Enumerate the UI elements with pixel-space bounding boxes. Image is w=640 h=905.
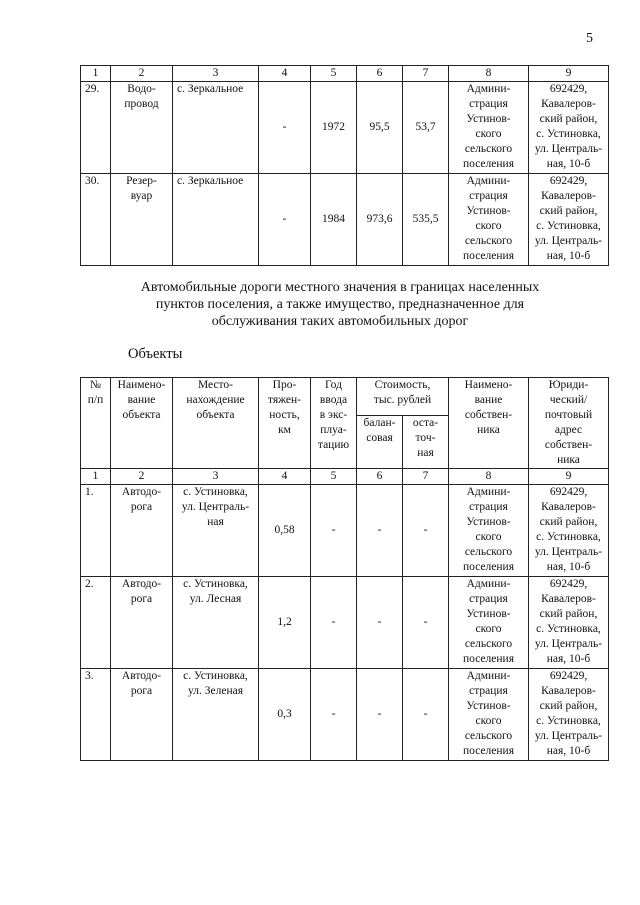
owner-name: Админи- страция Устинов- ского сельского поселения	[449, 669, 529, 761]
balance-cost: -	[357, 669, 403, 761]
owner-name: Админи- страция Устинов- ского сельского поселения	[449, 485, 529, 577]
owner-address: 692429, Кавалеров- ский район, с. Устиновка, ул. Централь- ная, 10-б	[529, 577, 609, 669]
page-number: 5	[586, 31, 593, 46]
column-number: 2	[111, 66, 173, 82]
residual-cost: -	[403, 669, 449, 761]
column-number: 1	[81, 469, 111, 485]
header-name: Наимено- вание объекта	[111, 378, 173, 469]
table-row	[81, 577, 609, 669]
header-address: Юриди- ческий/ почтовый адрес собствен- ника	[529, 378, 609, 469]
residual-cost: -	[403, 485, 449, 577]
commission-year: 1984	[311, 174, 357, 266]
column-number: 6	[357, 66, 403, 82]
column-number-row	[81, 66, 609, 82]
column-number: 5	[311, 469, 357, 485]
row-number: 3.	[81, 669, 111, 761]
column-number: 7	[403, 66, 449, 82]
row-number: 30.	[81, 174, 111, 266]
balance-cost: 973,6	[357, 174, 403, 266]
object-length: -	[259, 82, 311, 174]
column-number: 4	[259, 66, 311, 82]
object-name: Автодо- рога	[111, 669, 173, 761]
column-number: 1	[81, 66, 111, 82]
owner-name: Админи- страция Устинов- ского сельского поселения	[449, 82, 529, 174]
commission-year: -	[311, 577, 357, 669]
object-location: с. Устиновка, ул. Лесная	[173, 577, 259, 669]
object-location: с. Устиновка, ул. Централь- ная	[173, 485, 259, 577]
column-number: 5	[311, 66, 357, 82]
commission-year: -	[311, 485, 357, 577]
header-length: Про- тяжен- ность, км	[259, 378, 311, 469]
objects-label: Объекты	[128, 346, 183, 362]
object-name: Автодо- рога	[111, 577, 173, 669]
table-row	[81, 669, 609, 761]
owner-address: 692429, Кавалеров- ский район, с. Устиновка, ул. Централь- ная, 10-б	[529, 669, 609, 761]
water-objects-table	[80, 65, 609, 266]
column-number: 9	[529, 66, 609, 82]
object-length: -	[259, 174, 311, 266]
row-number: 29.	[81, 82, 111, 174]
residual-cost: 535,5	[403, 174, 449, 266]
column-number: 3	[173, 66, 259, 82]
residual-cost: 53,7	[403, 82, 449, 174]
column-number-row	[81, 469, 609, 485]
table-row	[81, 485, 609, 577]
commission-year: 1972	[311, 82, 357, 174]
object-name: Резер- вуар	[111, 174, 173, 266]
table-row	[81, 174, 609, 266]
column-number: 4	[259, 469, 311, 485]
object-location: с. Зеркальное	[173, 174, 259, 266]
column-number: 2	[111, 469, 173, 485]
header-cost: Стоимость, тыс. рублей	[357, 378, 449, 416]
table-row	[81, 82, 609, 174]
column-number: 3	[173, 469, 259, 485]
header-owner: Наимено- вание собствен- ника	[449, 378, 529, 469]
commission-year: -	[311, 669, 357, 761]
object-location: с. Устиновка, ул. Зеленая	[173, 669, 259, 761]
header-row	[81, 378, 609, 416]
row-number: 2.	[81, 577, 111, 669]
owner-name: Админи- страция Устинов- ского сельского поселения	[449, 174, 529, 266]
header-residual: оста- точ- ная	[403, 416, 449, 469]
header-year: Год ввода в экс- плуа- тацию	[311, 378, 357, 469]
balance-cost: -	[357, 577, 403, 669]
object-name: Автодо- рога	[111, 485, 173, 577]
header-num: № п/п	[81, 378, 111, 469]
owner-name: Админи- страция Устинов- ского сельского поселения	[449, 577, 529, 669]
object-location: с. Зеркальное	[173, 82, 259, 174]
object-name: Водо- провод	[111, 82, 173, 174]
column-number: 6	[357, 469, 403, 485]
row-number: 1.	[81, 485, 111, 577]
object-length: 0,58	[259, 485, 311, 577]
owner-address: 692429, Кавалеров- ский район, с. Устиновка, ул. Централь- ная, 10-б	[529, 485, 609, 577]
header-balance: балан- совая	[357, 416, 403, 469]
section-heading: Автомобильные дороги местного значения в границах населенных пунктов поселения, а также имущество, предназначенное для обслуживания таких автомобильных дорог	[140, 280, 540, 329]
owner-address: 692429, Кавалеров- ский район, с. Устиновка, ул. Централь- ная, 10-б	[529, 174, 609, 266]
header-location: Место- нахождение объекта	[173, 378, 259, 469]
owner-address: 692429, Кавалеров- ский район, с. Устиновка, ул. Централь- ная, 10-б	[529, 82, 609, 174]
roads-table	[80, 377, 609, 761]
object-length: 0,3	[259, 669, 311, 761]
column-number: 7	[403, 469, 449, 485]
balance-cost: -	[357, 485, 403, 577]
column-number: 8	[449, 66, 529, 82]
column-number: 8	[449, 469, 529, 485]
balance-cost: 95,5	[357, 82, 403, 174]
object-length: 1,2	[259, 577, 311, 669]
column-number: 9	[529, 469, 609, 485]
residual-cost: -	[403, 577, 449, 669]
